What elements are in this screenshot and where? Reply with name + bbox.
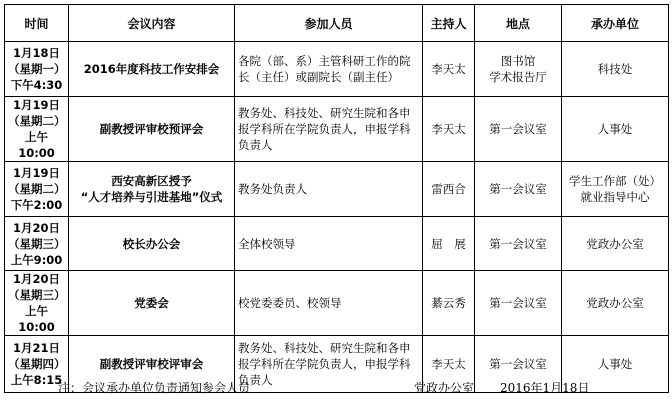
location-text: 图书馆: [500, 54, 536, 68]
location-text: 学术报告厅: [489, 70, 547, 84]
footer-office: 党政办公室: [414, 381, 475, 395]
meeting-schedule-table: [4, 4, 669, 393]
table-row: [5, 42, 669, 97]
location-text: 第一会议室: [489, 122, 547, 136]
clock-text: 下午4:30: [10, 78, 63, 92]
content-cell: [69, 217, 235, 271]
date-text: 1月21日: [12, 341, 60, 355]
organizer-cell: [562, 162, 669, 217]
participants-cell: 教务处负责人: [235, 162, 423, 217]
footer-note: 注：会议承办单位负责通知参会人员: [58, 381, 251, 395]
date-text: 1月20日: [12, 272, 60, 286]
content-cell: [69, 162, 235, 217]
header-time: 时间: [5, 5, 69, 42]
clock-text: 下午2:00: [10, 198, 63, 212]
participants-cell: 教务处、科技处、研究生院和各申报学科所在学院负责人，申报学科负责人: [235, 336, 423, 393]
time-cell: [5, 217, 69, 271]
host-cell: 綦云秀: [423, 271, 475, 336]
time-cell: [5, 42, 69, 97]
organizer-cell: [562, 97, 669, 162]
location-text: 第一会议室: [489, 182, 547, 196]
organizer-text: 人事处: [597, 122, 633, 136]
location-text: 第一会议室: [489, 357, 547, 371]
header-organizer: 承办单位: [562, 5, 669, 42]
host-cell: 李天太: [423, 336, 475, 393]
participants-cell: 全体校领导: [235, 217, 423, 271]
time-cell: [5, 271, 69, 336]
organizer-cell: [562, 271, 669, 336]
host-cell: 李天太: [423, 97, 475, 162]
weekday-text: （星期三）: [8, 236, 66, 251]
clock-text: 上午10:00: [18, 130, 55, 160]
time-cell: [5, 97, 69, 162]
organizer-cell: [562, 217, 669, 271]
content-cell: [69, 97, 235, 162]
content-text: 副教授评审校评审会: [99, 357, 204, 371]
clock-text: 上午9:00: [10, 252, 63, 267]
table-row: [5, 217, 669, 271]
weekday-text: （星期二）: [8, 114, 66, 128]
table-row: [5, 271, 669, 336]
weekday-text: （星期四）: [8, 357, 66, 371]
date-text: 1月19日: [12, 166, 60, 180]
table-row: [5, 97, 669, 162]
content-cell: [69, 42, 235, 97]
content-cell: [69, 271, 235, 336]
organizer-text: 人事处: [597, 357, 633, 371]
location-text: 第一会议室: [489, 236, 547, 251]
table-row: [5, 162, 669, 217]
content-text: 副教授评审校预评会: [99, 122, 204, 136]
date-text: 1月19日: [12, 98, 60, 112]
header-content: 会议内容: [69, 5, 235, 42]
content-text: 2016年度科技工作安排会: [83, 62, 220, 76]
organizer-text: 就业指导中心: [580, 190, 650, 204]
content-text: “人才培养与引进基地”仪式: [80, 190, 223, 204]
location-cell: [475, 97, 562, 162]
host-cell: 屈 展: [423, 217, 475, 271]
date-text: 1月20日: [12, 220, 60, 235]
weekday-text: （星期三）: [8, 288, 66, 302]
time-cell: [5, 162, 69, 217]
header-participants: 参加人员: [235, 5, 423, 42]
table-header-row: [5, 5, 669, 42]
clock-text: 上午10:00: [18, 304, 55, 334]
location-cell: [475, 271, 562, 336]
location-cell: [475, 162, 562, 217]
header-location: 地点: [475, 5, 562, 42]
location-cell: [475, 42, 562, 97]
location-text: 第一会议室: [489, 296, 547, 310]
organizer-text: 学生工作部（处）: [569, 174, 661, 188]
organizer-text: 党政办公室: [586, 296, 644, 310]
organizer-text: 党政办公室: [586, 236, 644, 251]
date-text: 1月18日: [12, 46, 60, 60]
content-text: 校长办公会: [122, 236, 181, 251]
participants-cell: 校党委委员、校领导: [235, 271, 423, 336]
content-text: 党委会: [134, 296, 169, 310]
organizer-cell: [562, 42, 669, 97]
clock-text: 上午8:15: [10, 373, 63, 387]
host-cell: 李天太: [423, 42, 475, 97]
location-cell: [475, 217, 562, 271]
footer-date: 2016年1月18日: [500, 381, 590, 395]
participants-cell: 各院（部、系）主管科研工作的院长（主任）或副院长（副主任）: [235, 42, 423, 97]
weekday-text: （星期一）: [8, 62, 66, 76]
host-cell: 雷西合: [423, 162, 475, 217]
header-host: 主持人: [423, 5, 475, 42]
content-text: 西安高新区授予: [111, 174, 192, 188]
organizer-text: 科技处: [597, 62, 633, 76]
weekday-text: （星期二）: [8, 182, 66, 196]
participants-cell: 教务处、科技处、研究生院和各申报学科所在学院负责人，申报学科负责人: [235, 97, 423, 162]
